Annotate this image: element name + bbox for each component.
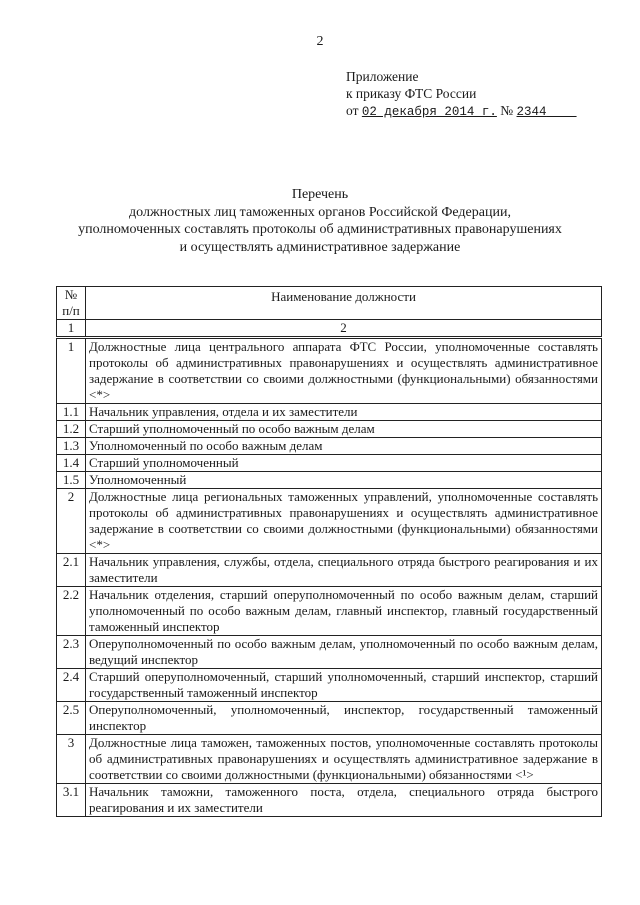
row-text: Оперуполномоченный, уполномоченный, инспектор, государственный таможенный инспектор	[86, 702, 602, 735]
table-row	[57, 404, 602, 421]
header-number: № п/п	[57, 287, 86, 320]
row-number: 1.4	[57, 455, 86, 472]
appendix-order-ref: к приказу ФТС России	[346, 86, 477, 101]
row-number: 3	[57, 735, 86, 784]
row-number: 3.1	[57, 784, 86, 817]
order-number: 2344	[516, 105, 547, 119]
table-row	[57, 438, 602, 455]
heading-line-2: должностных лиц таможенных органов Российской Федерации,	[129, 204, 511, 220]
appendix-block	[346, 68, 577, 121]
table-row	[57, 669, 602, 702]
row-text: Старший оперуполномоченный, старший уполномоченный, старший инспектор, старший государственный таможенный инспектор	[86, 669, 602, 702]
column-index-1: 1	[57, 320, 86, 338]
row-number: 1.3	[57, 438, 86, 455]
row-number: 1.2	[57, 421, 86, 438]
row-number: 2.4	[57, 669, 86, 702]
row-number: 2.5	[57, 702, 86, 735]
number-prefix: №	[500, 103, 514, 118]
row-text: Начальник управления, службы, отдела, специального отряда быстрого реагирования и их заместители	[86, 554, 602, 587]
row-text: Должностные лица центрального аппарата ФТС России, уполномоченные составлять протоколы об административных правонарушениях и осуществлять административное задержание в соответствии со своими должностными (функциональными) обязанностями <*>	[86, 338, 602, 404]
order-date: 02 декабря 2014 г.	[361, 105, 497, 119]
document-heading	[0, 186, 640, 256]
date-prefix: от	[346, 103, 359, 118]
table-row	[57, 636, 602, 669]
row-number: 1.1	[57, 404, 86, 421]
table-row	[57, 421, 602, 438]
row-number: 2.3	[57, 636, 86, 669]
row-text: Уполномоченный	[86, 472, 602, 489]
row-text: Оперуполномоченный по особо важным делам, уполномоченный по особо важным делам, ведущий инспектор	[86, 636, 602, 669]
heading-line-4: и осуществлять административное задержание	[179, 239, 461, 255]
row-text: Начальник отделения, старший оперуполномоченный по особо важным делам, старший уполномоченный по особо важным делам, главный инспектор, главный государственный таможенный инспектор	[86, 587, 602, 636]
row-number: 2.1	[57, 554, 86, 587]
appendix-title: Приложение	[346, 69, 419, 84]
positions-table	[56, 286, 602, 817]
table-row	[57, 702, 602, 735]
row-text: Старший уполномоченный	[86, 455, 602, 472]
appendix-date-line	[346, 102, 577, 121]
page-number: 2	[316, 34, 324, 49]
row-number: 2	[57, 489, 86, 554]
row-text: Старший уполномоченный по особо важным делам	[86, 421, 602, 438]
table-row	[57, 587, 602, 636]
heading-line-3: уполномоченных составлять протоколы об административных правонарушениях	[78, 222, 562, 237]
table-header-row	[57, 287, 602, 320]
row-text: Должностные лица региональных таможенных управлений, уполномоченные составлять протоколы об административных правонарушениях и осуществлять административное задержание в соответствии со своими должностными (функциональными) обязанностями <*>	[86, 489, 602, 554]
table-row	[57, 784, 602, 817]
table-row	[57, 338, 602, 404]
header-position-name: Наименование должности	[86, 287, 602, 320]
heading-title: Перечень	[291, 187, 349, 202]
row-text: Начальник таможни, таможенного поста, отдела, специального отряда быстрого реагирования и их заместители	[86, 784, 602, 817]
table-row	[57, 472, 602, 489]
row-number: 2.2	[57, 587, 86, 636]
row-text: Должностные лица таможен, таможенных постов, уполномоченные составлять протоколы об административных правонарушениях и осуществлять административное задержание в соответствии со своими должностными (функциональными) обязанностями <¹>	[86, 735, 602, 784]
table-row	[57, 735, 602, 784]
table-row	[57, 554, 602, 587]
table-row	[57, 455, 602, 472]
column-index-row	[57, 320, 602, 338]
column-index-2: 2	[86, 320, 602, 338]
table-row	[57, 489, 602, 554]
row-text: Уполномоченный по особо важным делам	[86, 438, 602, 455]
row-text: Начальник управления, отдела и их заместители	[86, 404, 602, 421]
row-number: 1	[57, 338, 86, 404]
row-number: 1.5	[57, 472, 86, 489]
